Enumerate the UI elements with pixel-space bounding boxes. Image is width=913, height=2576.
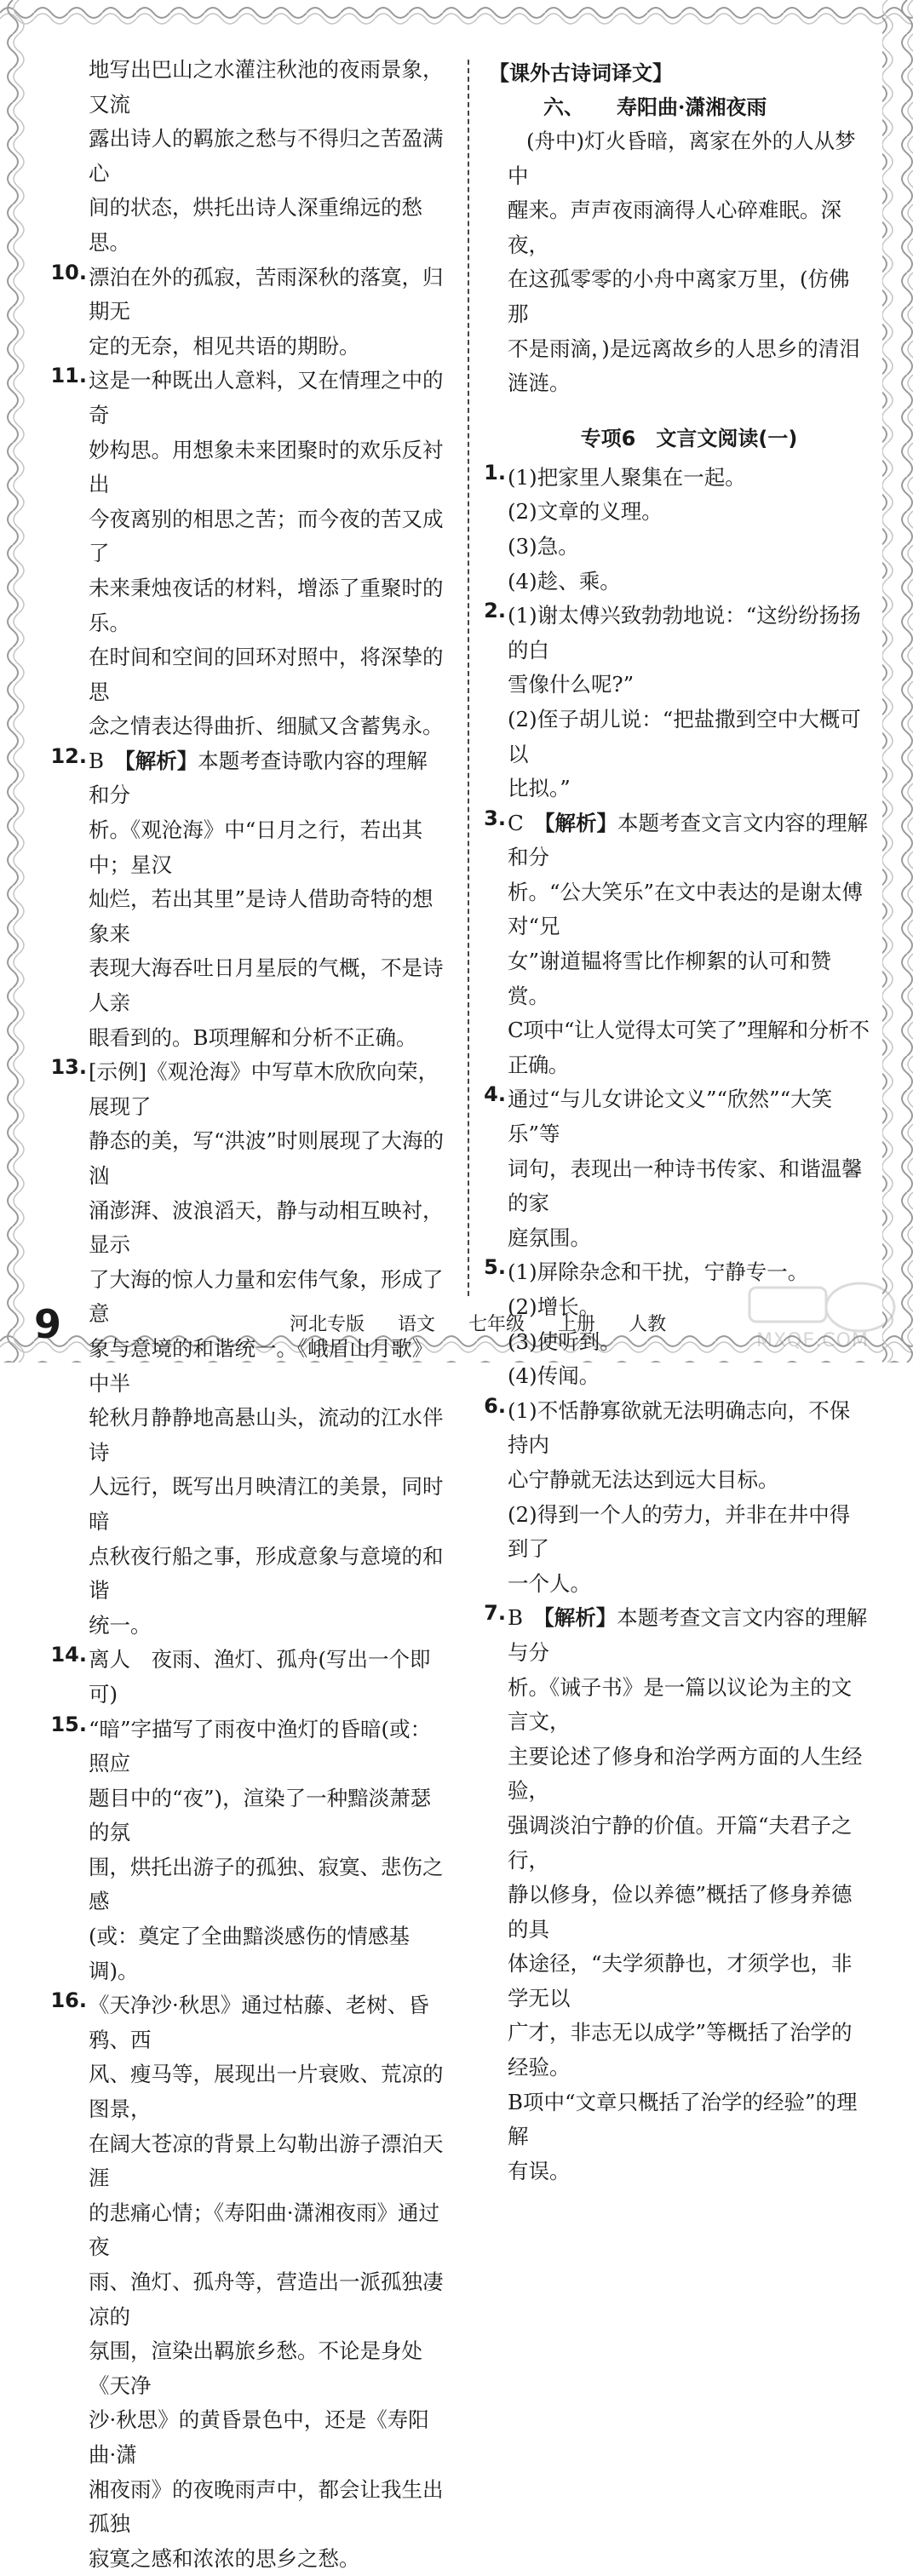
text-line: 地写出巴山之水灌注秋池的夜雨景象，又流 xyxy=(89,57,444,117)
answer-4 xyxy=(484,1082,870,1255)
poem-translation xyxy=(508,124,870,401)
text-line: (2)侄子胡儿说：“把盐撒到空中大概可以 xyxy=(508,706,861,766)
text-line: 湘夜雨》的夜晚雨声中，都会让我生出孤独 xyxy=(89,2476,444,2537)
text-line: 庭氛围。 xyxy=(508,1225,591,1250)
text-line: (3)急。 xyxy=(508,533,579,559)
text-line xyxy=(89,744,446,813)
analysis-tag: 【解析】 xyxy=(124,748,198,773)
text-line: 这是一种既出人意料，又在情理之中的奇 xyxy=(89,368,444,427)
answer-7 xyxy=(484,1601,870,2189)
answer-letter: B xyxy=(89,748,105,773)
text-line: 念之情表达得曲折、细腻又含蓄隽永。 xyxy=(89,714,444,739)
text-line: 析。《诫子书》是一篇以议论为主的文言文， xyxy=(508,1674,853,1735)
text-line: 在阔大苍凉的背景上勾勒出游子漂泊天涯 xyxy=(89,2131,444,2191)
question-number: 4. xyxy=(484,1082,506,1107)
text-line: 轮秋月静静地高悬山头，流动的江水伴诗 xyxy=(89,1405,444,1465)
text-line: 离人 夜雨、渔灯、孤舟(写出一个即可) xyxy=(89,1647,431,1707)
answer-13 xyxy=(50,1055,446,1643)
text-line: 点秋夜行船之事，形成意象与意境的和谐 xyxy=(89,1543,444,1604)
answer-16 xyxy=(50,1988,446,2576)
text-line: 统一。 xyxy=(89,1612,152,1638)
text-line: 妙构思。用想象未来团聚时的欢乐反衬出 xyxy=(89,437,444,497)
grade-label: 七年级 xyxy=(468,1314,525,1335)
text-line: 静以修身，俭以养德”概括了修身养德的具 xyxy=(508,1882,853,1942)
text-line: 体途径，“夫学须静也，才须学也，非学无以 xyxy=(508,1951,853,2011)
text-line: (2)增长。 xyxy=(508,1294,600,1319)
text-line: 比拟。” xyxy=(508,776,571,801)
text-line: 不是雨滴，)是远离故乡的人思乡的清泪 xyxy=(508,336,860,361)
answer-15 xyxy=(50,1712,446,1989)
question-number: 10. xyxy=(50,260,87,284)
text-line: (舟中)灯火昏暗，离家在外的人从梦中 xyxy=(508,129,856,188)
text-line: (1)谢太傅兴致勃勃地说：“这纷纷扬扬的白 xyxy=(508,603,861,663)
question-number: 6. xyxy=(484,1393,506,1418)
text-line: 漂泊在外的孤寂，苦雨深秋的落寞，归期无 xyxy=(89,264,444,324)
text-line: 今夜离别的相思之苦；而今夜的苦又成了 xyxy=(89,506,444,566)
question-number: 14. xyxy=(50,1643,87,1667)
text-line xyxy=(508,806,870,875)
text-line: [示例]《观沧海》中写草木欣欣向荣，展现了 xyxy=(89,1059,439,1119)
poem-name: 寿阳曲·潇湘夜雨 xyxy=(617,95,767,119)
text-line: 雨、渔灯、孤舟等，营造出一派孤独凄凉的 xyxy=(89,2269,444,2329)
text-line: 人远行，既写出月映清江的美景，同时暗 xyxy=(89,1474,444,1534)
answer-12 xyxy=(50,743,446,1055)
section-heading: 【课外古诗词译文】 xyxy=(489,60,673,85)
column-divider xyxy=(468,60,469,1296)
text-line: 定的无奈，相见共语的期盼。 xyxy=(89,333,360,359)
volume-label: 上册 xyxy=(558,1314,596,1335)
poem-number: 六、 xyxy=(543,95,584,119)
edition-label: 河北专版 xyxy=(290,1314,365,1335)
text-line: 雪像什么呢?” xyxy=(508,672,635,697)
text-line: 题目中的“夜”)，渲染了一种黯淡萧瑟的氛 xyxy=(89,1785,432,1845)
question-number: 7. xyxy=(484,1601,506,1626)
analysis-text: 本题考查诗歌内容的理解和分 xyxy=(89,748,428,808)
text-line: 醒来。声声夜雨滴得人心碎难眠。深夜， xyxy=(508,198,841,257)
text-line: (1)屏除杂念和干扰，宁静专一。 xyxy=(508,1259,809,1285)
text-line: (或：奠定了全曲黯淡感伤的情感基调)。 xyxy=(89,1924,411,1983)
text-line: 在时间和空间的回环对照中，将深挚的思 xyxy=(89,645,444,704)
section-title: 专项6 文言文阅读(一) xyxy=(580,426,798,450)
text-line: (3)使听到。 xyxy=(508,1328,621,1354)
question-number: 11. xyxy=(50,364,87,388)
watermark-logo xyxy=(732,1277,903,1354)
text-line: 氛围，渲染出羁旅乡愁。不论是身处《天净 xyxy=(89,2338,422,2398)
answer-1 xyxy=(484,460,870,599)
poem-title xyxy=(508,90,870,124)
answer-11 xyxy=(50,364,446,744)
question-number: 2. xyxy=(484,599,506,623)
text-line: 象与意境的和谐统一。《峨眉山月歌》中半 xyxy=(89,1335,434,1396)
watermark-text: MXQE.COM xyxy=(756,1330,869,1351)
text-line: 通过“与儿女讲论文义”“欣然”“大笑乐”等 xyxy=(508,1087,833,1147)
text-line: “暗”字描写了雨夜中渔灯的昏暗(或：照应 xyxy=(89,1716,432,1776)
text-line: 强调淡泊宁静的价值。开篇“夫君子之行， xyxy=(508,1812,853,1873)
text-line: 围，烘托出游子的孤独、寂寞、悲伤之感 xyxy=(89,1854,444,1914)
question-number: 3. xyxy=(484,806,506,830)
text-line: 静态的美，写“洪波”时则展现了大海的汹 xyxy=(89,1128,445,1188)
text-line: (2)得到一个人的劳力，并非在井中得到了 xyxy=(508,1501,851,1562)
text-line: (4)传闻。 xyxy=(508,1363,600,1389)
question-number: 5. xyxy=(484,1255,506,1280)
text-line: 《天净沙·秋思》通过枯藤、老树、昏鸦、西 xyxy=(89,1993,429,2052)
analysis-tag: 【解析】 xyxy=(544,810,617,835)
text-line: 涟涟。 xyxy=(508,370,571,396)
text-line: 主要论述了修身和治学两方面的人生经验， xyxy=(508,1743,863,1804)
text-line: (1)把家里人聚集在一起。 xyxy=(508,464,746,490)
text-line: 沙·秋思》的黄昏景色中，还是《寿阳曲·潇 xyxy=(89,2407,429,2467)
text-line: 广才，非志无以成学”等概括了治学的经验。 xyxy=(508,2020,853,2080)
text-line: 间的状态，烘托出诗人深重绵远的愁思。 xyxy=(89,195,422,255)
text-line: 表现大海吞吐日月星辰的气概，不是诗人亲 xyxy=(89,955,444,1016)
question-number: 13. xyxy=(50,1055,87,1080)
text-line: 寂寞之感和浓浓的思乡之愁。 xyxy=(89,2545,360,2571)
answer-6 xyxy=(484,1393,870,1602)
text-line: (1)不恬静寡欲就无法明确志向，不保持内 xyxy=(508,1397,851,1458)
analysis-text: 本题考查文言文内容的理解和分 xyxy=(508,810,868,870)
text-line xyxy=(508,1601,870,1670)
text-line: 眼看到的。B项理解和分析不正确。 xyxy=(89,1024,417,1050)
text-line: 析。“公大笑乐”在文中表达的是谢太傅对“兄 xyxy=(508,879,864,939)
text-line: (4)趁、乘。 xyxy=(508,568,621,594)
text-line: 在这孤零零的小舟中离家万里，(仿佛那 xyxy=(508,267,850,326)
page-number: 9 xyxy=(34,1301,62,1347)
text-line: 的悲痛心情；《寿阳曲·潇湘夜雨》通过夜 xyxy=(89,2200,440,2260)
question-number: 15. xyxy=(50,1712,87,1736)
text-line: (2)文章的义理。 xyxy=(508,499,663,525)
text-line: 有误。 xyxy=(508,2158,571,2183)
question-number: 12. xyxy=(50,743,87,768)
question-number: 1. xyxy=(484,460,506,485)
text-line: 女”谢道韫将雪比作柳絮的认可和赞赏。 xyxy=(508,949,832,1008)
answer-letter: C xyxy=(508,810,524,835)
text-line: 一个人。 xyxy=(508,1570,591,1596)
subject-label: 语文 xyxy=(398,1314,436,1335)
continued-answer xyxy=(89,53,446,261)
text-line: 未来秉烛夜话的材料，增添了重聚时的乐。 xyxy=(89,575,444,635)
text-line: 析。《观沧海》中“日月之行，若出其中；星汉 xyxy=(89,818,423,877)
text-line: 露出诗人的羁旅之愁与不得归之苦盈满心 xyxy=(89,126,444,186)
analysis-text: 本题考查文言文内容的理解与分 xyxy=(508,1605,868,1665)
text-line: 了大海的惊人力量和宏伟气象，形成了意 xyxy=(89,1266,444,1327)
answer-10 xyxy=(50,260,446,364)
text-line: 涌澎湃、波浪滔天，静与动相互映衬，显示 xyxy=(89,1197,444,1258)
question-number: 16. xyxy=(50,1988,87,2013)
text-line: 心宁静就无法达到远大目标。 xyxy=(508,1466,779,1492)
answer-2 xyxy=(484,599,870,806)
answer-letter: B xyxy=(508,1605,524,1631)
text-line: 灿烂，若出其里”是诗人借助奇特的想象来 xyxy=(89,886,434,946)
text-line: B项中“文章只概括了治学的经验”的理解 xyxy=(508,2089,858,2149)
text-line: 风、瘦马等，展现出一片衰败、荒凉的图景， xyxy=(89,2062,444,2122)
answer-14 xyxy=(50,1643,446,1712)
text-line: C项中“让人觉得太可笑了”理解和分析不正确。 xyxy=(508,1018,870,1077)
analysis-tag: 【解析】 xyxy=(543,1605,617,1631)
text-line: 词句，表现出一种诗书传家、和谐温馨的家 xyxy=(508,1156,863,1216)
answer-3 xyxy=(484,806,870,1083)
watermark-logo-icon xyxy=(732,1277,903,1337)
publisher-label: 人教 xyxy=(629,1314,667,1335)
book-info xyxy=(290,1310,690,1336)
